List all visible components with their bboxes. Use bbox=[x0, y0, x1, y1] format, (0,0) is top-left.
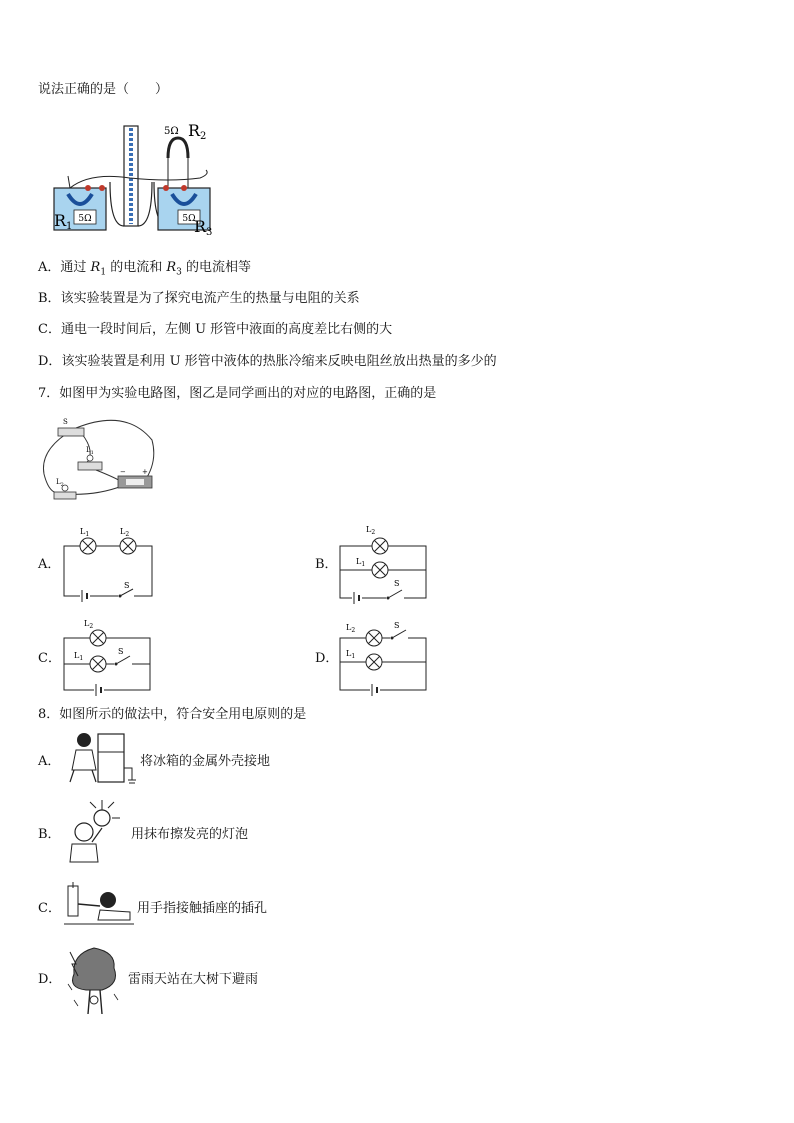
label-s: S bbox=[124, 581, 130, 590]
q7-option-b-circuit[interactable] bbox=[336, 520, 432, 606]
label-l2: $L_2$ bbox=[366, 525, 376, 536]
ohm-label-r1: 5Ω bbox=[78, 214, 92, 224]
q8-option-d-letter[interactable]: D． bbox=[38, 972, 62, 987]
q7-stem: 7．如图甲为实验电路图，图乙是同学画出的对应的电路图，正确的是 bbox=[38, 386, 437, 401]
refrigerator-grounding-icon bbox=[62, 730, 138, 792]
label-s: S bbox=[394, 621, 400, 630]
q8-option-a-text: 将冰箱的金属外壳接地 bbox=[140, 754, 271, 769]
q8-option-c-text: 用手指接触插座的插孔 bbox=[137, 901, 268, 916]
photo-label-plus: + bbox=[142, 468, 148, 476]
label-l1: $L_1$ bbox=[74, 651, 84, 662]
ohm-label-r3: 5Ω bbox=[182, 214, 196, 224]
label-s: S bbox=[118, 647, 124, 656]
label-r1: R1 bbox=[54, 211, 73, 232]
q6-option-c[interactable]: C．通电一段时间后，左侧 U 形管中液面的高度差比右侧的大 bbox=[38, 322, 393, 337]
q8-option-c-letter[interactable]: C． bbox=[38, 901, 61, 916]
q8-option-b-letter[interactable]: B． bbox=[38, 827, 61, 842]
tree-lightning-icon bbox=[64, 944, 124, 1016]
ohm-label-r2: 5Ω bbox=[164, 126, 179, 137]
q7-option-a-letter[interactable]: A． bbox=[38, 557, 61, 572]
q8-option-b-text: 用抹布擦发亮的灯泡 bbox=[131, 827, 249, 842]
q8-option-d-text: 雷雨天站在大树下避雨 bbox=[128, 972, 259, 987]
label-l1: $L_1$ bbox=[356, 557, 366, 568]
label-l1: $L_1$ bbox=[346, 649, 356, 660]
q7-option-c-letter[interactable]: C． bbox=[38, 651, 61, 666]
q7-option-d-letter[interactable]: D． bbox=[315, 651, 339, 666]
q8-option-a-letter[interactable]: A． bbox=[38, 754, 61, 769]
label-l1: $L_1$ bbox=[80, 527, 90, 538]
joule-heating-apparatus-figure bbox=[50, 118, 230, 242]
label-l2: $L_2$ bbox=[346, 623, 356, 634]
resistor-coil-r2 bbox=[168, 138, 188, 158]
q6-stem: 说法正确的是（ ） bbox=[38, 82, 169, 97]
label-r2: R2 bbox=[188, 121, 207, 142]
wiping-bulb-icon bbox=[62, 800, 128, 864]
label-l2: $L_2$ bbox=[84, 619, 94, 630]
lamp-l2-photo bbox=[54, 492, 76, 499]
q7-option-c-circuit[interactable] bbox=[60, 616, 156, 700]
q7-option-b-letter[interactable]: B． bbox=[315, 557, 338, 572]
finger-socket-icon bbox=[64, 882, 134, 928]
photo-label-minus: − bbox=[120, 468, 126, 476]
q6-option-d[interactable]: D．该实验装置是利用 U 形管中液体的热胀冷缩来反映电阻丝放出热量的多少的 bbox=[38, 354, 497, 369]
photo-label-s: S bbox=[63, 418, 68, 426]
label-r3: R3 bbox=[194, 217, 213, 238]
switch-s-photo bbox=[58, 428, 84, 436]
label-l2: $L_2$ bbox=[120, 527, 130, 538]
q7-option-a-circuit[interactable] bbox=[60, 522, 156, 604]
circuit-photo-figure bbox=[36, 412, 160, 500]
q7-option-d-circuit[interactable] bbox=[336, 616, 432, 700]
q6-option-b[interactable]: B．该实验装置是为了探究电流产生的热量与电阻的关系 bbox=[38, 291, 360, 306]
q8-stem: 8．如图所示的做法中，符合安全用电原则的是 bbox=[38, 707, 307, 722]
lamp-l1-photo bbox=[78, 462, 102, 470]
photo-label-l1: $L_1$ bbox=[86, 446, 94, 456]
q6-option-a[interactable]: A．通过 $R_1$ 的电流和 $R_3$ 的电流相等 bbox=[38, 260, 251, 278]
photo-label-l2: $L_2$ bbox=[56, 478, 64, 488]
label-s: S bbox=[394, 579, 400, 588]
